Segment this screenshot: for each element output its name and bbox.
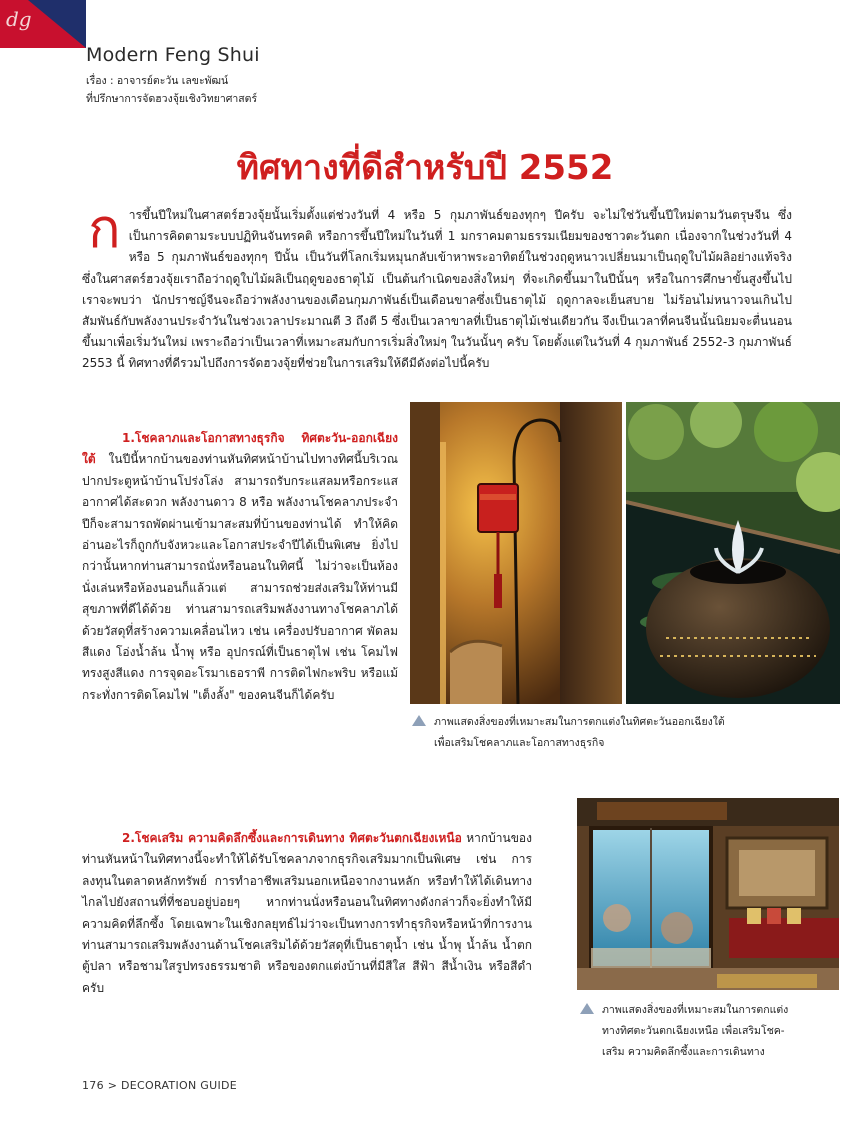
section-2 — [82, 828, 532, 1028]
section-1-body: ในปีนี้หากบ้านของท่านหันทิศหน้าบ้านไปทางทิศนี้บริเวณปากประตูหน้าบ้านโปร่งโล่ง สามารถรับกระแสลมหรือกระแสอากาศได้สะดวก พลังงานดาว 8 หรือ พลังงานโชคลาภประจำปีก็จะสามารถพัดผ่านเข้ามาสะสมที่บ้านของท่านได้ ทำให้คิดอ่านอะไรก็ถูกกับจังหวะและโอกาสประจำปีได้เป็นพิเศษ ยิ่งไปกว่านั้นหากท่านสามารถนั่งหรือนอนในทิศนี้ ไม่ว่าจะเป็นห้องนั่งเล่นหรือห้องนอนก็แล้วแต่ สามารถช่วยส่งเสริมให้ท่านมีสุขภาพที่ดีได้ด้วย ท่านสามารถเสริมพลังงานทางโชคลาภได้ด้วยวัสดุที่สร้างความเคลื่อนไหว เช่น เครื่องปรับอากาศ พัดลมสีแดง โอ่งน้ำล้น น้ำพุ หรือ อุปกรณ์ที่เป็นธาตุไฟ เช่น โคมไฟทรงสูงสีแดง การจุดอะโรมาเธอราพี การติดไฟกะพริบ หรือแม้กระทั่งการติดโคมไฟ "เต็งลั้ง" ของคนจีนก็ได้ครับ — [82, 452, 398, 702]
photo-red-lantern-lamp — [410, 402, 622, 704]
article-title: ทิศทางที่ดีสำหรับปี 2552 — [236, 148, 614, 188]
magazine-logo — [0, 0, 86, 48]
caption-2-line-1: ภาพแสดงสิ่งของที่เหมาะสมในการตกแต่ง — [602, 1004, 789, 1016]
byline-role: ที่ปรึกษาการจัดฮวงจุ้ยเชิงวิทยาศาสตร์ — [86, 93, 258, 105]
section-2-body: หากบ้านของท่านหันหน้าในทิศทางนี้จะทำให้ได้รับโชคลาภจากธุรกิจเสริมมากเป็นพิเศษ เช่น การลงทุนในตลาดหลักทรัพย์ การทำอาชีพเสริมนอกเหนือจากงานหลัก หรือทำให้ได้เดินทางไกลไปยังสถานที่ที่ชอบอยู่บ่อยๆ หากท่านนั่งหรือนอนในทิศทางดังกล่าวก็จะยิ่งทำให้มีความคิดที่ลึกซึ้ง โดยเฉพาะในเชิงกลยุทธ์ไม่ว่าจะเป็นทางการทำธุรกิจหรือหน้าที่การงาน ท่านสามารถเสริมพลังงานด้านโชคเสริมได้ด้วยวัสดุที่เป็นธาตุน้ำ เช่น น้ำพุ น้ำล้น น้ำตก ตู้ปลา หรือชามใสรูปทรงธรรมชาติ หรือของตกแต่งบ้านที่มีสีใส สีฟ้า สีน้ำเงิน หรือสีดำครับ — [82, 831, 532, 995]
caption-triangle-icon — [412, 715, 426, 726]
section-1-heading: 1.โชคลาภและโอกาสทางธุรกิจ ทิศตะวัน-ออกเฉียงใต้ — [82, 431, 398, 467]
intro-text: ารขึ้นปีใหม่ในศาสตร์ฮวงจุ้ยนั้นเริ่มตั้งแต่ช่วงวันที่ 4 หรือ 5 กุมภาพันธ์ของทุกๆ ปีครับ จะไม่ใช่วันขึ้นปีใหม่ตามวันตรุษจีน ซึ่งเป็นการคิดตามระบบปฏิทินจันทรคติ หรือการขึ้นปีใหม่ในวันที่ 1 มกราคมตามธรรมเนียมของชาวตะวันตก เนื่องจากในช่วงวันที่ 4 หรือ 5 กุมภาพันธ์ของทุกๆ ปีนั้น เป็นวันที่โลกเริ่มหมุนกลับเข้าหาพระอาทิตย์ในช่วงฤดูหนาวเปลี่ยนมาเป็นฤดูใบไม้ผลิอย่างแท้จริง ซึ่งในศาสตร์ฮวงจุ้ยเราถือว่าฤดูใบไม้ผลิเป็นฤดูของธาตุไม้ เป็นต้นกำเนิดของสิ่งใหม่ๆ ที่จะเกิดขึ้นมาในปีนั้นๆ หรือในการศึกษาขั้นสูงขึ้นไปเราจะพบว่า นักปราชญ์จีนจะถือว่าพลังงานของเดือนกุมภาพันธ์เป็นเดือนขาลซึ่งเป็นธาตุไม้ ฤดูกาลจะเย็นสบาย ไม่ร้อนไม่หนาวจนเกินไป สัมพันธ์กับพลังงานประจำวันในช่วงเวลาประมาณตี 3 ถึงตี 5 ซึ่งเป็นเวลาขาลที่เป็นธาตุไม้เช่นเดียวกัน จึงเป็นเวลาที่คนจีนนั้นนิยมจะตื่นนอนขึ้นมาเพื่อเริ่มวันใหม่ เพราะถือว่าเป็นเวลาที่เหมาะสมกับการเริ่มสิ่งใหม่ๆ ในวันนั้นๆ ครับ โดยตั้งแต่ในวันที่ 4 กุมภาพันธ์ 2552-3 กุมภาพันธ์ 2553 นี้ ทิศทางที่ดีรวมไปถึงการจัดฮวงจุ้ยที่ช่วยในการเสริมให้ดีมีดังต่อไปนี้ครับ — [82, 208, 792, 371]
section-2-heading: 2.โชคเสริม ความคิดลึกซึ้งและการเดินทาง ทิศตะวันตกเฉียงเหนือ — [122, 831, 462, 845]
intro-paragraph — [82, 197, 792, 375]
caption-1-line-2: เพื่อเสริมโชคลาภและโอกาสทางธุรกิจ — [434, 737, 605, 749]
caption-photo-northwest — [580, 1000, 840, 1063]
caption-2-line-3: เสริม ความคิดลึกซึ้งและการเดินทาง — [602, 1046, 765, 1058]
caption-1-line-1: ภาพแสดงสิ่งของที่เหมาะสมในการตกแต่งในทิศตะวันออกเฉียงใต้ — [434, 716, 725, 728]
section-title: Modern Feng Shui — [86, 44, 260, 66]
page-folio: 176 > DECORATION GUIDE — [82, 1079, 238, 1092]
photo-aquarium-room — [577, 798, 839, 990]
caption-2-line-2: ทางทิศตะวันตกเฉียงเหนือ เพื่อเสริมโชค- — [602, 1025, 785, 1037]
photo-garden-fountain — [626, 402, 840, 704]
section-1 — [82, 428, 398, 818]
caption-triangle-icon — [580, 1003, 594, 1014]
logo-text: dg — [6, 7, 32, 31]
byline-author: เรื่อง : อาจารย์ตะวัน เลขะพัฒน์ — [86, 75, 229, 87]
caption-photo-southeast — [412, 712, 842, 754]
drop-cap: ก — [88, 197, 121, 260]
